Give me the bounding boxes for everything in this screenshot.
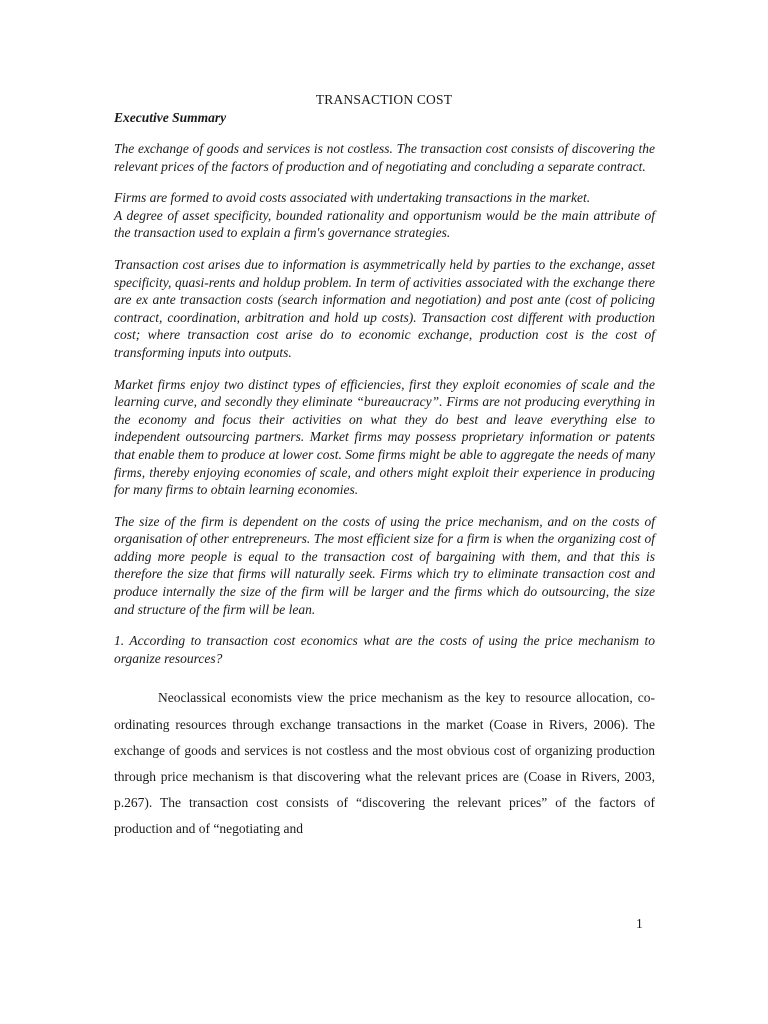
summary-paragraph-4: Market firms enjoy two distinct types of efficiencies, first they exploit economies of scale and the learning curve, and secondly they eliminate “bureaucracy”. Firms are not producing everything in the economy and focus their activities on what they do best and leave everything else to independent outsourcing partners. Market firms may possess proprietary information or patents that enable them to produce at lower cost. Some firms might be able to aggregate the needs of many firms, thereby enjoying economies of scale, and others might exploit their experience in producing for many firms to obtain learning economies. bbox=[114, 376, 655, 498]
summary-paragraph-5: The size of the firm is dependent on the costs of using the price mechanism, and on the costs of organisation of other entrepreneurs. The most efficient size for a firm is when the organizing cost of adding more people is equal to the transaction cost of bargaining with them, and that this is therefore the size that firms will naturally seek. Firms which try to eliminate transaction cost and produce internally the size of the firm will be larger and the firms which do outsourcing, the size and structure of the firm will be lean. bbox=[114, 513, 655, 617]
summary-paragraph-2-line-1: Firms are formed to avoid costs associated with undertaking transactions in the market. bbox=[114, 190, 591, 206]
summary-paragraph-2-line-2: A degree of asset specificity, bounded rationality and opportunism would be the main attribute of the transaction used to explain a firm's governance strategies. bbox=[114, 207, 655, 241]
page-number: 1 bbox=[636, 916, 643, 931]
document-content bbox=[114, 109, 655, 843]
summary-paragraph-1: The exchange of goods and services is not costless. The transaction cost consists of discovering the relevant prices of the factors of production and of negotiating and concluding a separate contract. bbox=[114, 141, 655, 174]
executive-summary-heading: Executive Summary bbox=[114, 110, 227, 125]
body-paragraph: Neoclassical economists view the price mechanism as the key to resource allocation, co-ordinating resources through exchange transactions in the market (Coase in Rivers, 2006). The exchange of goods and services is not costless and the most obvious cost of organizing production through price mechanism is that discovering what the relevant prices are (Coase in Rivers, 2003, p.267). The transaction cost consists of “discovering the relevant prices” of the factors of production and of “negotiating and bbox=[114, 690, 655, 837]
summary-paragraph-3: Transaction cost arises due to information is asymmetrically held by parties to the exchange, asset specificity, quasi-rents and holdup problem. In term of activities associated with the exchange there are ex ante transaction costs (search information and negotiation) and post ante (cost of policing contract, coordination, arbitration and hold up costs). Transaction cost different with production cost; where transaction cost arise do to economic exchange, production cost is the cost of transforming inputs into outputs. bbox=[114, 256, 655, 360]
document-title: TRANSACTION COST bbox=[315, 92, 453, 107]
question-1: 1. According to transaction cost economics what are the costs of using the price mechanism to organize resources? bbox=[114, 633, 655, 666]
